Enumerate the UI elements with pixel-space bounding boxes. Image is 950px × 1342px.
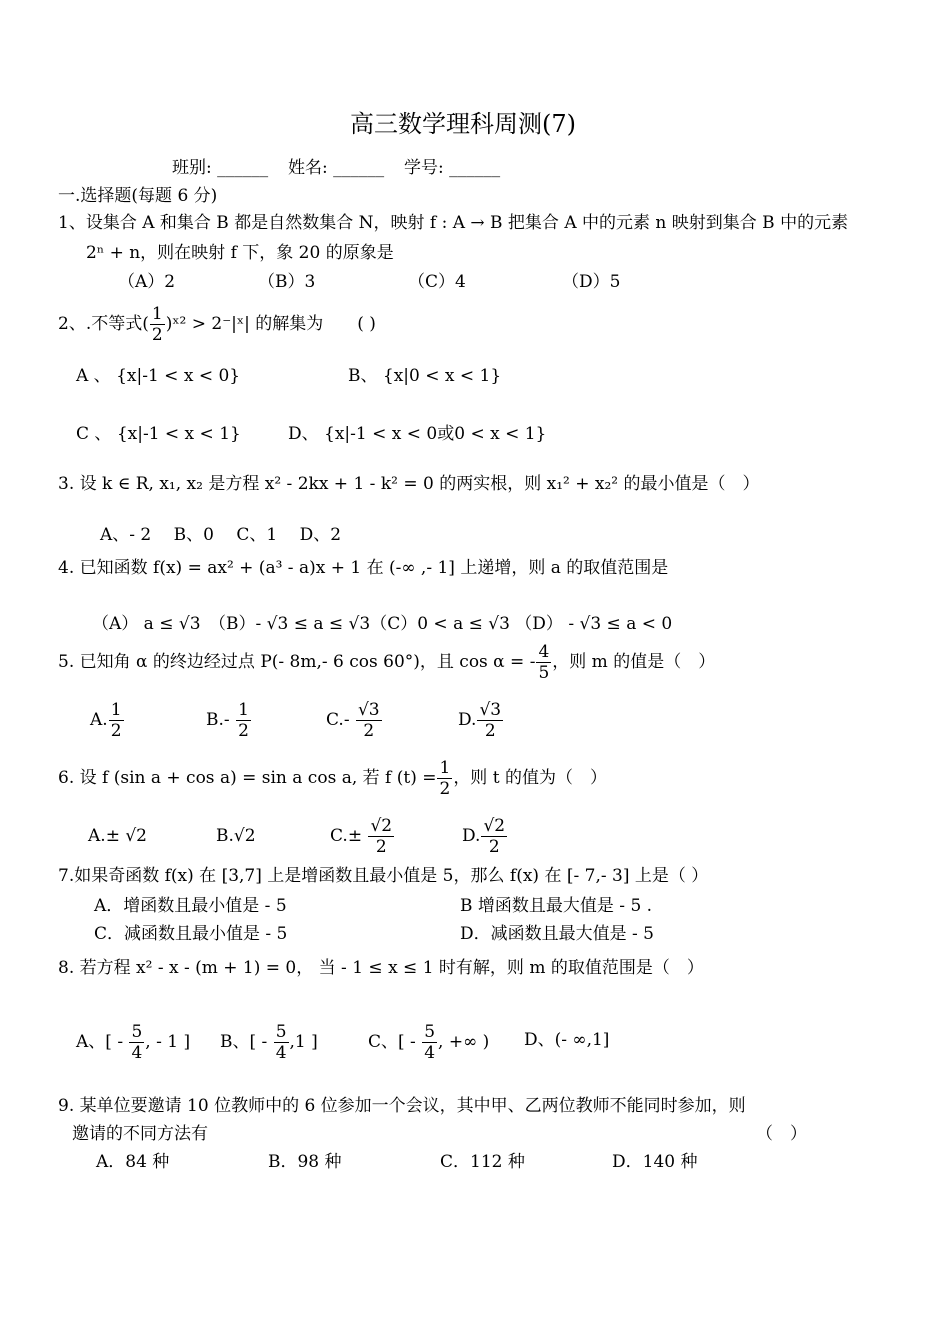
q6-option-d: D. $\frac{√2}{2}$ — [462, 816, 506, 857]
q6-option-c: C.± $\frac{√2}{2}$ — [330, 816, 393, 857]
q9-option-d: D．140 种 — [612, 1152, 698, 1172]
q9-stem-line1: 9. 某单位要邀请 10 位教师中的 6 位参加一个会议，其中甲、乙两位教师不能同时参加，则 — [58, 1096, 746, 1116]
q8-option-a: A、[ - $\frac{5}{4}$ , - 1 ] — [76, 1022, 191, 1063]
q5-option-a: A. $\frac{1}{2}$ — [90, 700, 122, 741]
q1-stem-line2: 2ⁿ + n，则在映射 f 下，象 20 的原象是 — [86, 243, 394, 263]
class-field: 班别: ______ — [172, 158, 269, 178]
q5-option-b: B.- $\frac{1}{2}$ — [206, 700, 249, 741]
q1-option-a: （A）2 — [118, 272, 176, 292]
q7-option-d: D．减函数且最大值是 - 5 — [460, 924, 654, 944]
q1-stem-line1: 1、设集合 A 和集合 B 都是自然数集合 N，映射 f : A → B 把集合 A 中的元素 n 映射到集合 B 中的元素 — [58, 213, 849, 233]
q1-option-d: （D）5 — [562, 272, 621, 292]
q2-option-c: C 、 {x|-1 < x < 1} — [76, 424, 241, 444]
q9-stem-line2: 邀请的不同方法有 — [72, 1124, 208, 1144]
q6-option-a: A.± √2 — [88, 826, 147, 846]
q6-stem-suffix: ，则 t 的值为（ ） — [453, 768, 607, 788]
q2-option-b: B、 {x|0 < x < 1} — [348, 366, 502, 386]
q6-fraction: $\frac{1}{2}$ — [439, 758, 451, 799]
q2-option-d: D、 {x|-1 < x < 0或0 < x < 1} — [288, 424, 547, 444]
q5-stem-suffix: ，则 m 的值是（ ） — [552, 652, 716, 672]
q5-stem — [58, 642, 715, 683]
q5-option-c: C.- $\frac{√3}{2}$ — [326, 700, 380, 741]
q4-options: （A） a ≤ √3 （B）- √3 ≤ a ≤ √3（C）0 < a ≤ √3 （D） - √3 ≤ a < 0 — [92, 614, 673, 634]
student-id-field: 学号: ______ — [404, 158, 501, 178]
q6-option-b: B.√2 — [216, 826, 256, 846]
section-heading: 一.选择题(每题 6 分) — [58, 186, 218, 206]
q8-option-d: D、(- ∞,1] — [524, 1030, 610, 1050]
q1-option-b: （B）3 — [258, 272, 316, 292]
q2-fraction: $\frac{1}{2}$ — [151, 304, 163, 345]
q8-option-c: C、[ - $\frac{5}{4}$ , +∞ ) — [368, 1022, 490, 1063]
q2-stem-rest: )ˣ² > 2⁻|ˣ| 的解集为 ( ) — [165, 314, 376, 334]
q5-stem-prefix: 5. 已知角 α 的终边经过点 P(- 8m,- 6 cos 60°)，且 cos α = - — [58, 652, 536, 672]
q8-option-b: B、[ - $\frac{5}{4}$ ,1 ] — [220, 1022, 318, 1063]
q5-option-d: D. $\frac{√3}{2}$ — [458, 700, 502, 741]
page-title: 高三数学理科周测(7) — [350, 110, 576, 138]
q6-stem-prefix: 6. 设 f (sin a + cos a) = sin a cos a, 若 f (t) = — [58, 768, 437, 788]
q6-stem — [58, 758, 607, 799]
q9-option-c: C．112 种 — [440, 1152, 525, 1172]
q3-options: A、- 2 B、0 C、1 D、2 — [100, 525, 342, 545]
q9-answer-paren: （ ） — [756, 1124, 807, 1144]
q2-stem-prefix: 2、.不等式( — [58, 314, 149, 334]
q3-stem: 3. 设 k ∈ R, x₁, x₂ 是方程 x² - 2kx + 1 - k² = 0 的两实根，则 x₁² + x₂² 的最小值是（ ） — [58, 474, 760, 494]
q7-option-c: C．减函数且最小值是 - 5 — [94, 924, 288, 944]
q7-option-b: B 增函数且最大值是 - 5 . — [460, 896, 653, 916]
q9-option-a: A．84 种 — [96, 1152, 170, 1172]
q1-option-c: （C）4 — [408, 272, 466, 292]
q4-stem: 4. 已知函数 f(x) = ax² + (a³ - a)x + 1 在 (-∞ ,- 1] 上递增，则 a 的取值范围是 — [58, 558, 669, 578]
q8-stem: 8. 若方程 x² - x - (m + 1) = 0， 当 - 1 ≤ x ≤ 1 时有解，则 m 的取值范围是（ ） — [58, 958, 704, 978]
q2-option-a: A 、 {x|-1 < x < 0} — [76, 366, 241, 386]
q9-option-b: B．98 种 — [268, 1152, 342, 1172]
q5-fraction: $\frac{4}{5}$ — [538, 642, 550, 683]
q7-option-a: A．增函数且最小值是 - 5 — [94, 896, 287, 916]
q7-stem: 7.如果奇函数 f(x) 在 [3,7] 上是增函数且最小值是 5，那么 f(x) 在 [- 7,- 3] 上是（ ） — [58, 866, 709, 886]
name-field: 姓名: ______ — [288, 158, 385, 178]
q2-stem — [58, 304, 376, 345]
